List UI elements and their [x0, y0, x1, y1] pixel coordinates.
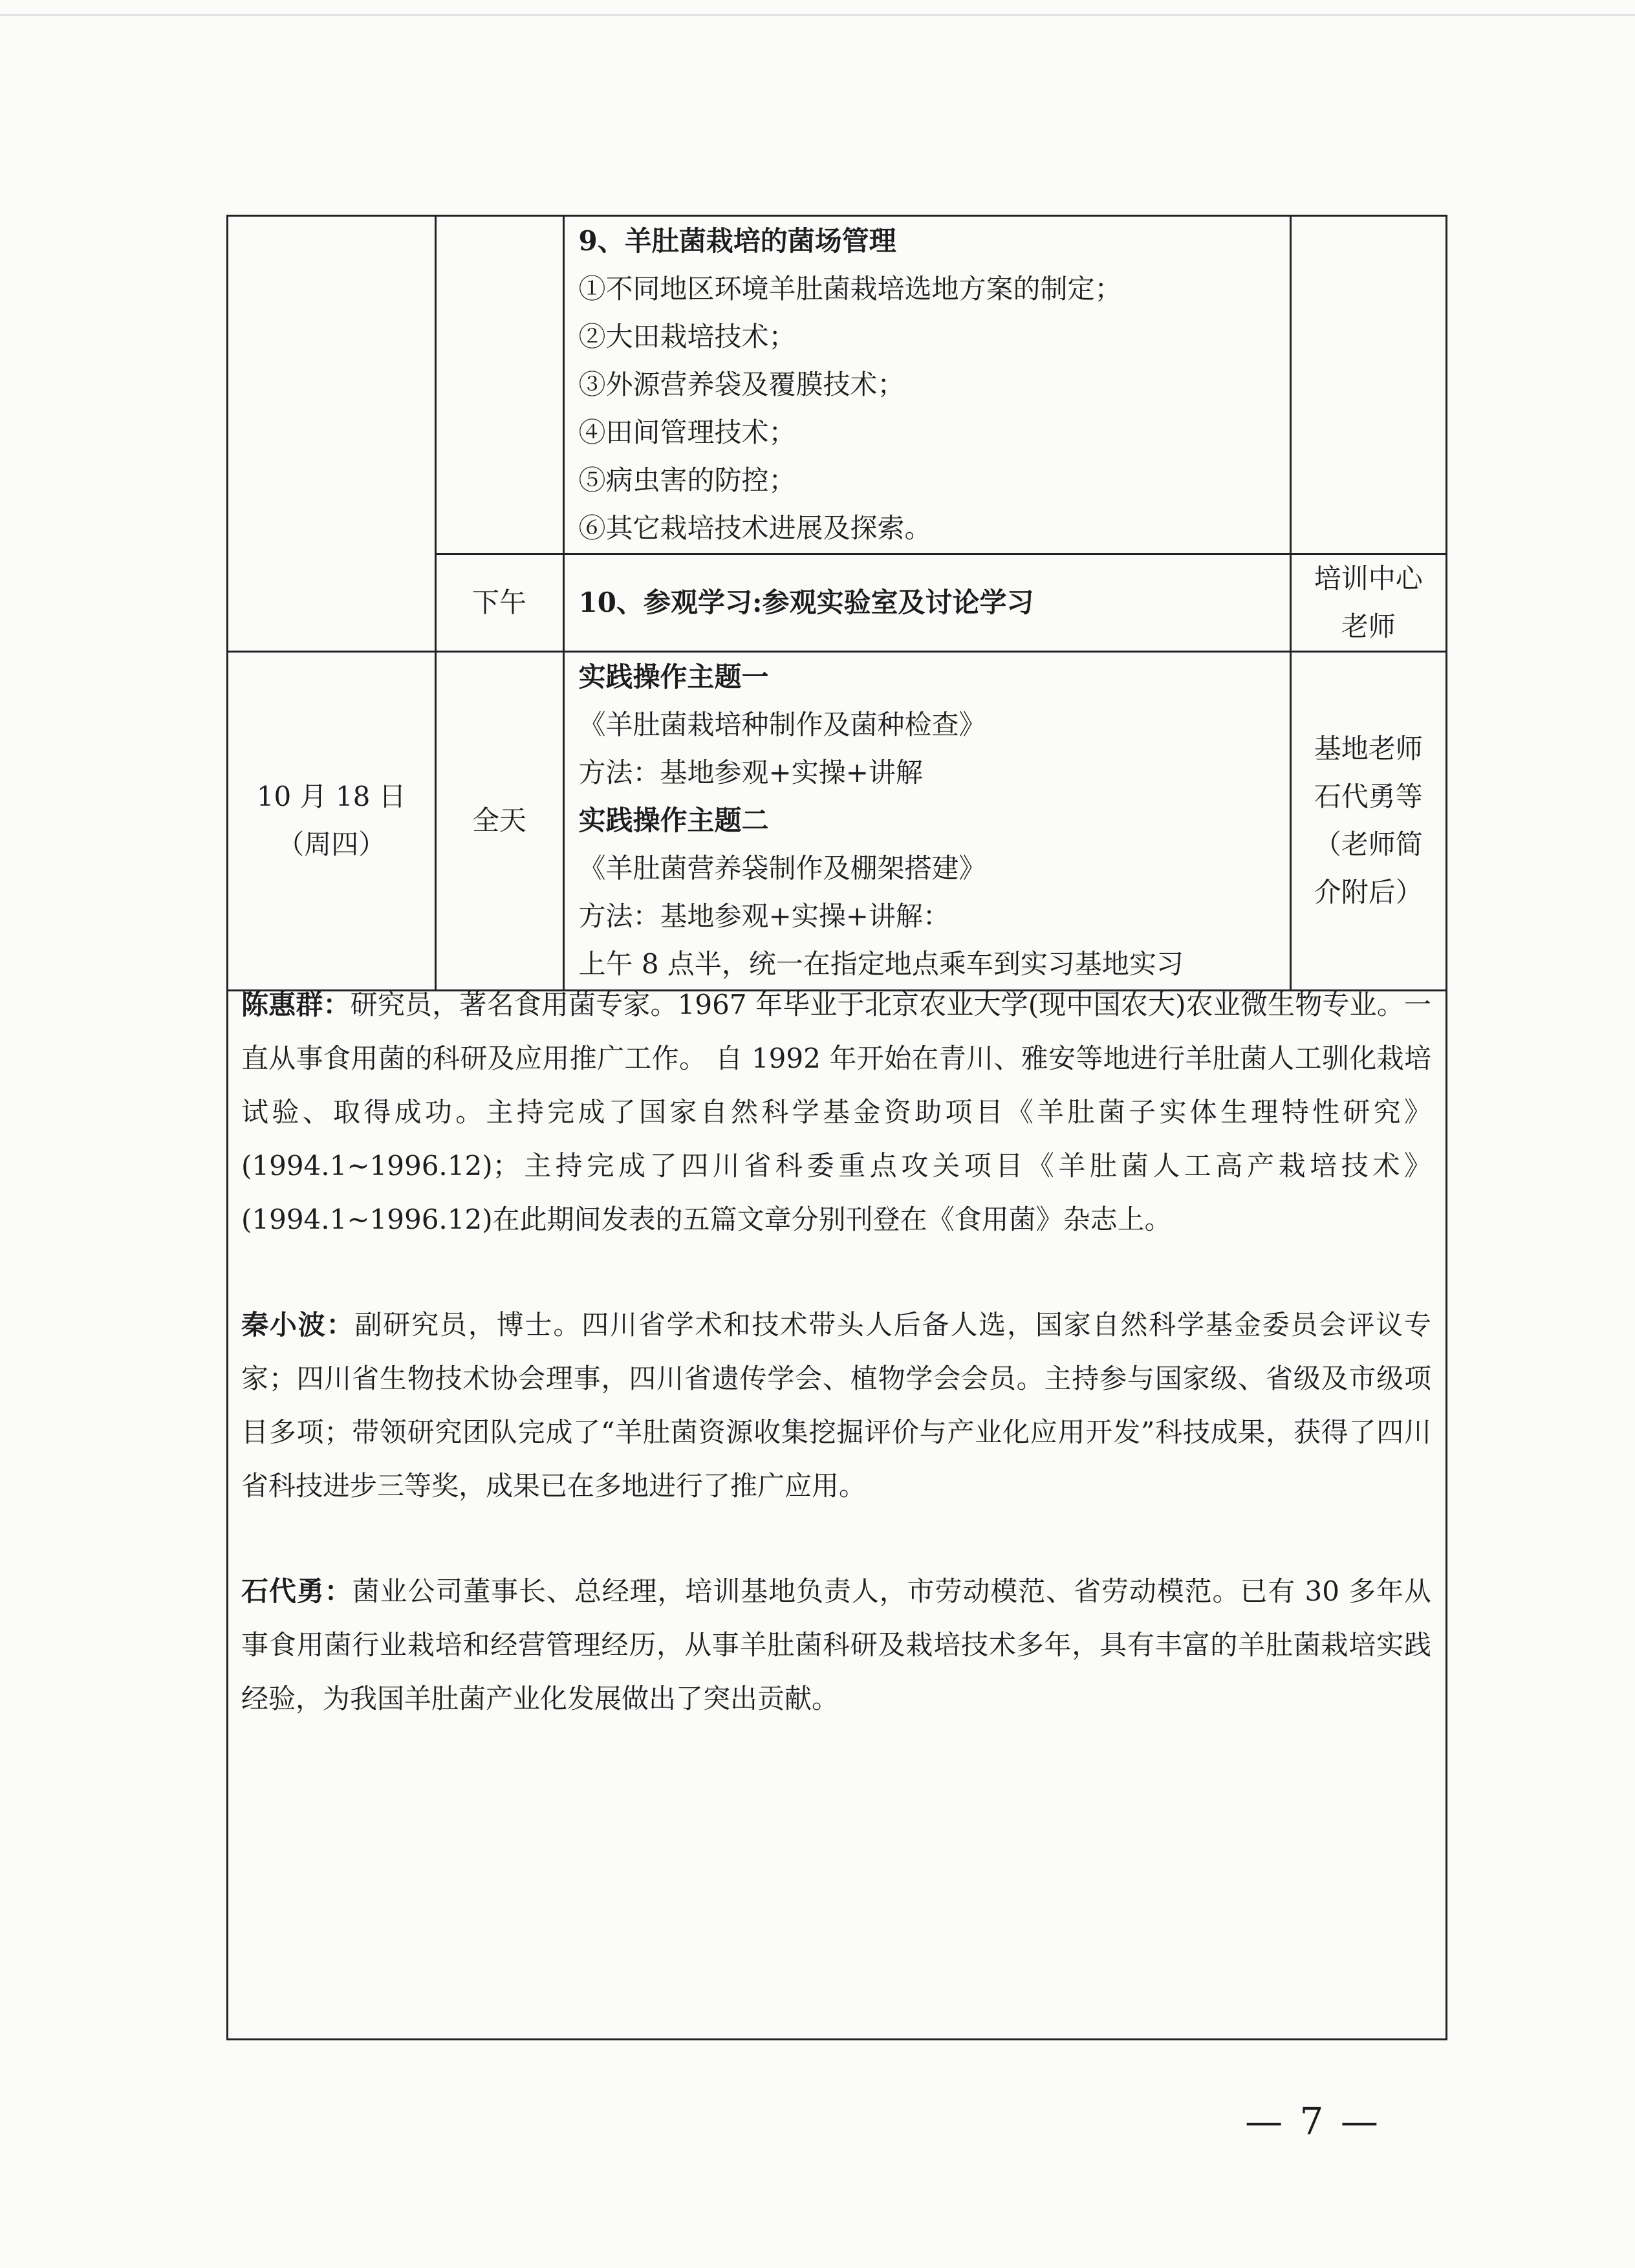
- teacher-cell: [1290, 217, 1446, 554]
- theme-method: 方法：基地参观+实操+讲解: [578, 757, 923, 788]
- teacher-cell: [1290, 554, 1446, 651]
- bio-chen-huiqun: [241, 978, 1431, 1246]
- date-line: 10 月 18 日: [256, 781, 406, 812]
- bio-name: 石代勇：: [241, 1575, 352, 1607]
- teacher-line: 石代勇等: [1314, 781, 1423, 812]
- bio-name: 秦小波：: [241, 1309, 355, 1341]
- bio-paragraph: [241, 978, 1431, 1246]
- list-item: ②大田栽培技术；: [578, 320, 796, 352]
- page-frame: [226, 215, 1447, 2040]
- time-cell: [435, 217, 563, 554]
- time-cell: 全天: [435, 651, 563, 990]
- theme-book: 《羊肚菌栽培种制作及菌种检查》: [578, 709, 986, 740]
- table-row: [228, 217, 1446, 554]
- bio-shi-daiyong: [241, 1564, 1431, 1725]
- bio-text: 菌业公司董事长、总经理，培训基地负责人，市劳动模范、省劳动模范。已有 30 多年从事食用菌行业栽培和经营管理经历，从事羊肚菌科研及栽培技术多年，具有丰富的羊肚菌栽培实践经验，为我国羊肚菌产业化发展做出了突出贡献。: [241, 1575, 1431, 1714]
- theme-method: 方法：基地参观+实操+讲解：: [578, 900, 950, 932]
- bio-name: 陈惠群：: [241, 989, 351, 1021]
- time-cell: 下午: [435, 554, 563, 651]
- bio-paragraph: [241, 1298, 1431, 1513]
- teacher-line: 培训中心: [1314, 562, 1423, 594]
- page-number: — 7 —: [1245, 2099, 1381, 2143]
- session-title: 10、参观学习:参观实验室及讨论学习: [578, 586, 1034, 618]
- teacher-line: 老师: [1341, 610, 1396, 642]
- scan-edge-line: [0, 14, 1635, 16]
- schedule-note: 上午 8 点半，统一在指定地点乘车到实习基地实习: [578, 948, 1184, 980]
- teacher-line: 介附后）: [1314, 876, 1423, 908]
- list-item: ⑤病虫害的防控；: [578, 464, 796, 496]
- list-item: ⑥其它栽培技术进展及探索。: [578, 512, 932, 544]
- teacher-bios: [241, 978, 1431, 1725]
- bio-paragraph: [241, 1564, 1431, 1725]
- bio-text: 副研究员，博士。四川省学术和技术带头人后备人选，国家自然科学基金委员会评议专家；四川省生物技术协会理事，四川省遗传学会、植物学会会员。主持参与国家级、省级及市级项目多项；带领研究团队完成了“羊肚菌资源收集挖掘评价与产业化应用开发”科技成果，获得了四川省科技进步三等奖，成果已在多地进行了推广应用。: [241, 1309, 1431, 1502]
- bio-qin-xiaobo: [241, 1298, 1431, 1513]
- schedule-table: [228, 217, 1446, 991]
- content-cell: [563, 651, 1290, 990]
- theme-title: 实践操作主题一: [578, 661, 769, 693]
- table-row: [228, 651, 1446, 990]
- list-item: ④田间管理技术；: [578, 416, 796, 448]
- session-title: 9、羊肚菌栽培的菌场管理: [578, 224, 896, 257]
- list-item: ③外源营养袋及覆膜技术；: [578, 368, 905, 400]
- teacher-line: 基地老师: [1314, 733, 1423, 764]
- list-item: ①不同地区环境羊肚菌栽培选地方案的制定；: [578, 272, 1122, 305]
- date-cell: [228, 217, 435, 651]
- teacher-cell: [1290, 651, 1446, 990]
- theme-book: 《羊肚菌营养袋制作及棚架搭建》: [578, 852, 986, 884]
- bio-text: 研究员，著名食用菌专家。1967 年毕业于北京农业大学(现中国农大)农业微生物专业。一直从事食用菌的科研及应用推广工作。 自 1992 年开始在青川、雅安等地进行羊肚菌人工驯化栽培试验、取得成功。主持完成了国家自然科学基金资助项目《羊肚菌子实体生理特性研究》(1994.1~1996.12)；主持完成了四川省科委重点攻关项目《羊肚菌人工高产栽培技术》(1994.1~1996.12)在此期间发表的五篇文章分别刊登在《食用菌》杂志上。: [241, 989, 1431, 1235]
- teacher-line: （老师简: [1314, 828, 1423, 860]
- weekday-line: （周四）: [277, 828, 386, 860]
- content-cell: [563, 217, 1290, 554]
- date-cell: [228, 651, 435, 990]
- theme-title: 实践操作主题二: [578, 805, 769, 836]
- content-cell: [563, 554, 1290, 651]
